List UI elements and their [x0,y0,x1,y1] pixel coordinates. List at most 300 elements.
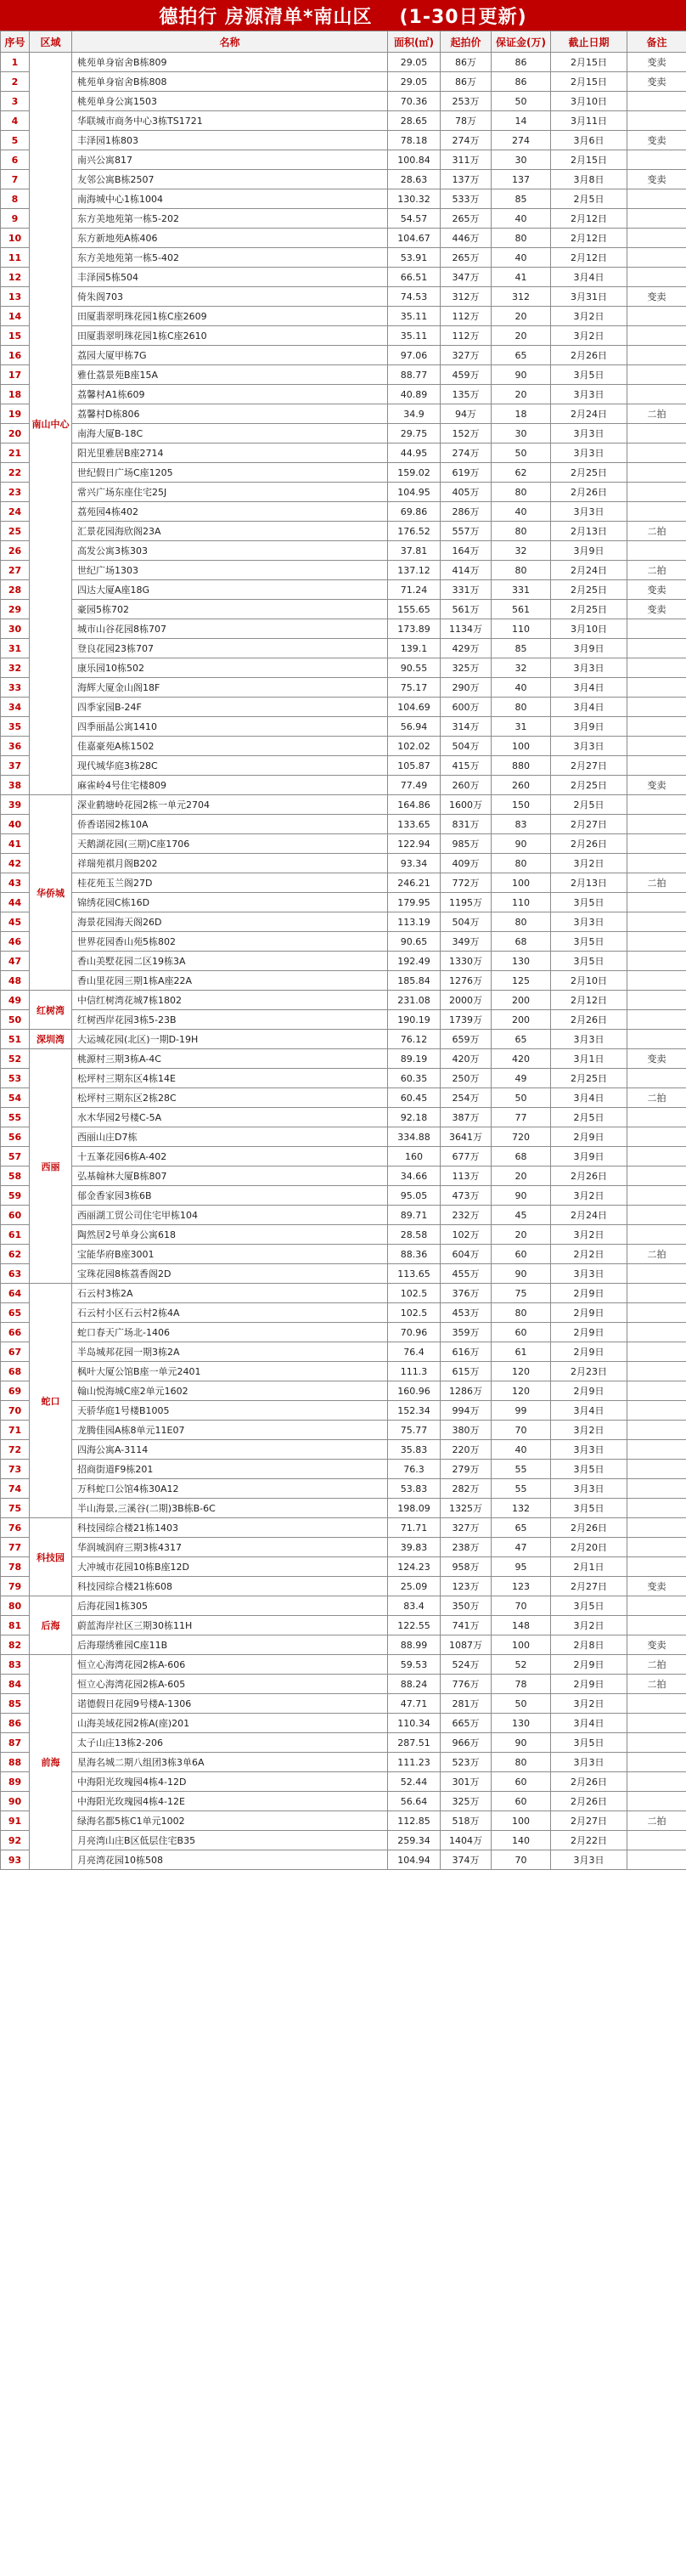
row-size: 54.57 [388,209,441,229]
row-note [627,209,686,229]
row-size: 71.24 [388,580,441,600]
area-label: 后海 [30,1596,72,1655]
row-note [627,658,686,678]
row-deposit: 90 [492,834,551,854]
row-price: 347万 [441,268,492,287]
row-name: 星海名城二期八组团3栋3单6A [72,1753,388,1772]
row-name: 桂花苑玉兰阁27D [72,873,388,893]
row-price: 772万 [441,873,492,893]
row-deposit: 90 [492,1264,551,1284]
row-note: 二拍 [627,561,686,580]
row-name: 天骄华庭1号楼B1005 [72,1401,388,1421]
row-size: 102.5 [388,1303,441,1323]
row-size: 35.11 [388,307,441,326]
row-size: 88.99 [388,1635,441,1655]
row-name: 宝能华府B座3001 [72,1245,388,1264]
table-row [1,189,686,209]
row-price: 327万 [441,1518,492,1538]
row-name: 月亮湾山庄B区低层住宅B35 [72,1831,388,1850]
table-row [1,1675,686,1694]
row-size: 47.71 [388,1694,441,1714]
row-deadline: 2月2日 [551,1245,627,1264]
row-price: 86万 [441,53,492,72]
table-row [1,443,686,463]
row-index: 36 [1,737,30,756]
row-price: 518万 [441,1811,492,1831]
row-note [627,1342,686,1362]
row-index: 70 [1,1401,30,1421]
row-deposit: 100 [492,1635,551,1655]
row-price: 405万 [441,483,492,502]
row-name: 天鹅湖花园(三期)C座1706 [72,834,388,854]
row-size: 75.17 [388,678,441,698]
row-deadline: 3月2日 [551,1694,627,1714]
row-price: 250万 [441,1069,492,1088]
table-row [1,522,686,541]
row-deposit: 20 [492,326,551,346]
row-price: 290万 [441,678,492,698]
row-size: 53.91 [388,248,441,268]
row-size: 113.65 [388,1264,441,1284]
row-index: 47 [1,952,30,971]
row-note: 变卖 [627,580,686,600]
row-deadline: 2月12日 [551,229,627,248]
row-deadline: 3月9日 [551,541,627,561]
row-price: 776万 [441,1675,492,1694]
row-deadline: 3月9日 [551,1147,627,1167]
row-deposit: 65 [492,1518,551,1538]
row-deposit: 65 [492,346,551,365]
row-deposit: 312 [492,287,551,307]
header-deadline: 截止日期 [551,31,627,53]
row-index: 65 [1,1303,30,1323]
row-index: 51 [1,1030,30,1049]
row-size: 75.77 [388,1421,441,1440]
row-deposit: 120 [492,1362,551,1381]
row-name: 翰山悦海城C座2单元1602 [72,1381,388,1401]
row-deposit: 880 [492,756,551,776]
row-deposit: 70 [492,1850,551,1870]
row-note: 变卖 [627,776,686,795]
row-size: 76.12 [388,1030,441,1049]
row-index: 73 [1,1460,30,1479]
row-index: 16 [1,346,30,365]
row-size: 37.81 [388,541,441,561]
row-price: 374万 [441,1850,492,1870]
row-price: 677万 [441,1147,492,1167]
row-name: 四季家园B-24F [72,698,388,717]
row-size: 111.23 [388,1753,441,1772]
row-index: 68 [1,1362,30,1381]
table-row [1,1147,686,1167]
row-size: 88.36 [388,1245,441,1264]
row-deposit: 78 [492,1675,551,1694]
row-note [627,834,686,854]
row-deadline: 2月26日 [551,1792,627,1811]
row-index: 9 [1,209,30,229]
table-header-row [1,31,686,53]
row-note: 二拍 [627,1811,686,1831]
table-row [1,1557,686,1577]
row-deadline: 2月9日 [551,1655,627,1675]
row-deposit: 720 [492,1127,551,1147]
row-deadline: 3月5日 [551,932,627,952]
row-price: 420万 [441,1049,492,1069]
row-index: 88 [1,1753,30,1772]
row-index: 26 [1,541,30,561]
row-deadline: 3月2日 [551,1421,627,1440]
row-deadline: 2月9日 [551,1323,627,1342]
row-price: 1739万 [441,1010,492,1030]
row-size: 124.23 [388,1557,441,1577]
row-name: 科技园综合楼21栋1403 [72,1518,388,1538]
row-price: 137万 [441,170,492,189]
row-deposit: 80 [492,483,551,502]
row-deadline: 3月3日 [551,1440,627,1460]
row-note: 变卖 [627,53,686,72]
row-price: 112万 [441,326,492,346]
row-price: 446万 [441,229,492,248]
row-index: 15 [1,326,30,346]
row-index: 25 [1,522,30,541]
row-name: 世纪假日广场C座1205 [72,463,388,483]
table-row [1,111,686,131]
row-deadline: 3月8日 [551,170,627,189]
area-label: 前海 [30,1655,72,1870]
row-price: 615万 [441,1362,492,1381]
row-name: 南海城中心1栋1004 [72,189,388,209]
row-size: 56.64 [388,1792,441,1811]
row-index: 74 [1,1479,30,1499]
row-note [627,1557,686,1577]
row-note [627,1381,686,1401]
row-note [627,737,686,756]
row-price: 3641万 [441,1127,492,1147]
row-index: 66 [1,1323,30,1342]
row-note [627,463,686,483]
row-deadline: 2月22日 [551,1831,627,1850]
row-deposit: 85 [492,639,551,658]
row-note [627,912,686,932]
row-deposit: 30 [492,424,551,443]
row-index: 67 [1,1342,30,1362]
table-row [1,1088,686,1108]
row-price: 616万 [441,1342,492,1362]
table-row [1,1733,686,1753]
row-deposit: 40 [492,248,551,268]
row-size: 97.06 [388,346,441,365]
row-price: 473万 [441,1186,492,1206]
row-deadline: 2月26日 [551,1167,627,1186]
row-index: 57 [1,1147,30,1167]
row-name: 中海阳光玫瑰园4栋4-12E [72,1792,388,1811]
row-note [627,1479,686,1499]
row-deadline: 3月5日 [551,1499,627,1518]
row-price: 994万 [441,1401,492,1421]
row-price: 453万 [441,1303,492,1323]
area-label: 华侨城 [30,795,72,991]
row-price: 232万 [441,1206,492,1225]
row-deposit: 60 [492,1772,551,1792]
row-size: 78.18 [388,131,441,150]
row-price: 282万 [441,1479,492,1499]
row-deadline: 3月10日 [551,619,627,639]
row-size: 164.86 [388,795,441,815]
row-price: 1286万 [441,1381,492,1401]
row-price: 152万 [441,424,492,443]
row-name: 深业鹤塘岭花园2栋一单元2704 [72,795,388,815]
table-row [1,639,686,658]
row-size: 56.94 [388,717,441,737]
row-index: 63 [1,1264,30,1284]
row-price: 619万 [441,463,492,483]
table-row [1,561,686,580]
row-price: 415万 [441,756,492,776]
row-deposit: 50 [492,1694,551,1714]
row-price: 1087万 [441,1635,492,1655]
row-size: 83.4 [388,1596,441,1616]
row-index: 20 [1,424,30,443]
row-deposit: 20 [492,1167,551,1186]
row-deposit: 110 [492,619,551,639]
row-size: 76.3 [388,1460,441,1479]
row-index: 84 [1,1675,30,1694]
row-note [627,346,686,365]
table-row [1,1460,686,1479]
row-price: 301万 [441,1772,492,1792]
row-note [627,1714,686,1733]
row-deadline: 2月27日 [551,756,627,776]
table-row [1,1518,686,1538]
row-name: 石云村3栋2A [72,1284,388,1303]
row-note [627,991,686,1010]
row-index: 76 [1,1518,30,1538]
row-deposit: 30 [492,150,551,170]
row-name: 桃苑单身宿舍B栋809 [72,53,388,72]
row-price: 325万 [441,658,492,678]
row-name: 四达大厦A座18G [72,580,388,600]
row-note [627,1460,686,1479]
table-row [1,502,686,522]
table-row [1,1499,686,1518]
row-index: 19 [1,404,30,424]
row-index: 62 [1,1245,30,1264]
row-name: 世纪广场1303 [72,561,388,580]
row-price: 1134万 [441,619,492,639]
row-size: 52.44 [388,1772,441,1792]
row-deadline: 2月12日 [551,248,627,268]
table-row [1,287,686,307]
header-price: 起拍价 [441,31,492,53]
table-row [1,1264,686,1284]
row-price: 561万 [441,600,492,619]
row-price: 135万 [441,385,492,404]
table-row [1,873,686,893]
row-note [627,815,686,834]
row-price: 350万 [441,1596,492,1616]
table-row [1,463,686,483]
row-note [627,1538,686,1557]
row-note [627,385,686,404]
row-index: 11 [1,248,30,268]
row-note [627,952,686,971]
row-deadline: 2月8日 [551,1635,627,1655]
row-size: 60.35 [388,1069,441,1088]
row-deadline: 3月3日 [551,912,627,932]
row-price: 1276万 [441,971,492,991]
row-note [627,1596,686,1616]
row-deposit: 55 [492,1479,551,1499]
row-deposit: 80 [492,561,551,580]
table-row [1,1792,686,1811]
row-note [627,1518,686,1538]
row-index: 10 [1,229,30,248]
table-row [1,1538,686,1557]
row-price: 533万 [441,189,492,209]
row-deposit: 60 [492,1792,551,1811]
row-deadline: 3月5日 [551,365,627,385]
row-price: 327万 [441,346,492,365]
row-name: 城市山谷花园8栋707 [72,619,388,639]
row-size: 122.94 [388,834,441,854]
row-deposit: 100 [492,737,551,756]
row-deadline: 2月9日 [551,1127,627,1147]
table-row [1,1714,686,1733]
row-note [627,229,686,248]
row-price: 164万 [441,541,492,561]
row-name: 松坪村三期东区4栋14E [72,1069,388,1088]
table-row [1,756,686,776]
row-name: 龙腾佳园A栋8单元11E07 [72,1421,388,1440]
row-note [627,268,686,287]
row-size: 139.1 [388,639,441,658]
row-note: 变卖 [627,170,686,189]
row-deadline: 3月31日 [551,287,627,307]
row-deposit: 148 [492,1616,551,1635]
row-deadline: 2月9日 [551,1381,627,1401]
row-deadline: 2月25日 [551,776,627,795]
row-price: 659万 [441,1030,492,1049]
row-index: 31 [1,639,30,658]
row-size: 176.52 [388,522,441,541]
row-deposit: 80 [492,229,551,248]
row-name: 陶然居2号单身公寓618 [72,1225,388,1245]
row-index: 60 [1,1206,30,1225]
row-index: 81 [1,1616,30,1635]
row-deposit: 65 [492,1030,551,1049]
row-deposit: 85 [492,189,551,209]
row-deadline: 2月5日 [551,1108,627,1127]
table-row [1,834,686,854]
row-name: 登良花园23栋707 [72,639,388,658]
row-deposit: 130 [492,1714,551,1733]
row-note [627,698,686,717]
table-row [1,365,686,385]
row-price: 523万 [441,1753,492,1772]
row-price: 958万 [441,1557,492,1577]
row-name: 世界花园香山苑5栋802 [72,932,388,952]
table-row [1,483,686,502]
row-size: 35.83 [388,1440,441,1460]
row-size: 35.11 [388,326,441,346]
row-deposit: 95 [492,1557,551,1577]
row-name: 桃苑单身公寓1503 [72,92,388,111]
row-name: 海景花园海天阁26D [72,912,388,932]
table-row [1,658,686,678]
table-row [1,932,686,952]
row-deadline: 2月13日 [551,873,627,893]
table-row [1,1440,686,1460]
row-deadline: 3月2日 [551,1225,627,1245]
row-price: 254万 [441,1088,492,1108]
row-size: 104.67 [388,229,441,248]
row-index: 49 [1,991,30,1010]
row-note [627,92,686,111]
table-row [1,1245,686,1264]
row-size: 93.34 [388,854,441,873]
row-size: 105.87 [388,756,441,776]
row-price: 274万 [441,443,492,463]
row-index: 71 [1,1421,30,1440]
row-note [627,248,686,268]
row-price: 604万 [441,1245,492,1264]
table-row [1,1049,686,1069]
row-name: 松坪村三期东区2栋28C [72,1088,388,1108]
row-name: 后海花园1栋305 [72,1596,388,1616]
row-deposit: 50 [492,1088,551,1108]
row-note [627,795,686,815]
row-deposit: 32 [492,658,551,678]
row-deadline: 3月4日 [551,1401,627,1421]
table-row [1,815,686,834]
row-deadline: 3月1日 [551,1049,627,1069]
row-price: 1325万 [441,1499,492,1518]
row-size: 185.84 [388,971,441,991]
row-name: 丰泽园1栋803 [72,131,388,150]
row-index: 32 [1,658,30,678]
row-deadline: 3月3日 [551,1030,627,1049]
table-row [1,1655,686,1675]
row-note: 变卖 [627,131,686,150]
row-size: 137.12 [388,561,441,580]
row-size: 70.36 [388,92,441,111]
row-index: 38 [1,776,30,795]
row-index: 43 [1,873,30,893]
row-deadline: 2月27日 [551,1811,627,1831]
row-index: 12 [1,268,30,287]
row-note [627,1499,686,1518]
row-size: 104.94 [388,1850,441,1870]
table-row [1,1811,686,1831]
row-deadline: 3月9日 [551,639,627,658]
row-name: 阳光里雅居B座2714 [72,443,388,463]
row-size: 113.19 [388,912,441,932]
row-size: 246.21 [388,873,441,893]
table-row [1,150,686,170]
row-name: 高发公寓3栋303 [72,541,388,561]
table-row [1,1108,686,1127]
row-index: 23 [1,483,30,502]
row-deposit: 110 [492,893,551,912]
row-size: 39.83 [388,1538,441,1557]
row-note [627,1792,686,1811]
row-name: 石云村小区石云村2栋4A [72,1303,388,1323]
row-name: 友邻公寓B栋2507 [72,170,388,189]
row-index: 45 [1,912,30,932]
row-deadline: 2月24日 [551,561,627,580]
table-row [1,776,686,795]
row-index: 52 [1,1049,30,1069]
